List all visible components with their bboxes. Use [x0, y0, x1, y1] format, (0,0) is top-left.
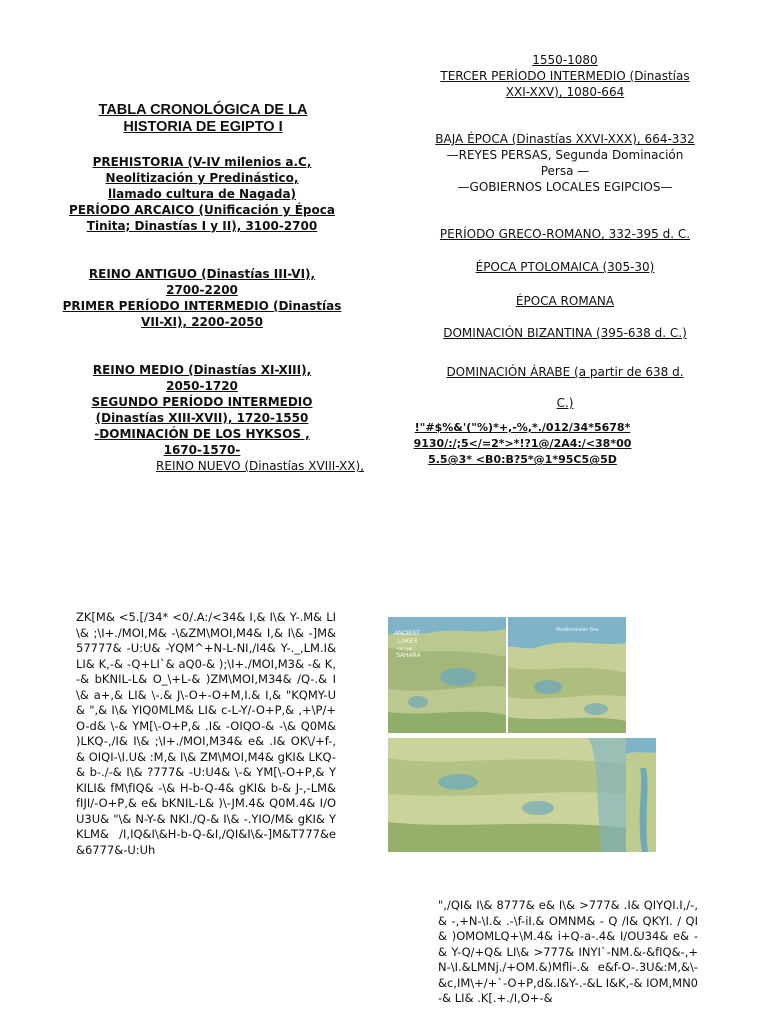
- text-line: 5.5@3* <B0:B?5*@1*95C5@5D: [428, 453, 617, 466]
- ptolomaica-line: [420, 259, 710, 275]
- text-line: PRIMER PERÍODO INTERMEDIO (Dinastías: [62, 299, 342, 313]
- arabe-block: [420, 357, 710, 419]
- sahara-map-strip: [626, 738, 656, 852]
- prehistoria-block: [52, 154, 352, 234]
- sahara-map-east: [508, 617, 626, 733]
- bizantina-line: [420, 325, 710, 341]
- text-line: BAJA ÉPOCA (Dinastías XXVI-XXX), 664-332: [435, 132, 695, 146]
- text-line: !"#$%&'("%)*+,-%,*./012/34*5678*: [414, 421, 631, 434]
- tercer-periodo-block: [420, 52, 710, 100]
- text-line: TERCER PERÍODO INTERMEDIO (Dinastías: [440, 69, 690, 83]
- garbled-paragraph-2: ",/QI& I\& 8777& e& I\& >777& .I& QIYQI.I,/-,& -,+N-\I.& .-\f-iI.& OMNM& - Q /I& QKYI. / QI& )OMOMLQ+\M.4& i+Q-a-.4& I/OU34& e& -& Y-Q/+Q& LI\& >777& INYI`-NM.&-&fIQ&-,+N-\I.&LMNj./+OM.&)Mfli-.& e&f-O-.3U&:M,&\-&c,IM\+/+`-O+P,d&.I&Y-.-&L I&K,-& IOM,MN0-& LI& .K[.+./I,O+-&: [438, 898, 698, 1005]
- reino-medio-block: [52, 362, 352, 458]
- title-line-2: HISTORIA DE EGIPTO I: [123, 119, 283, 135]
- text-line: VII-XI), 2200-2050: [141, 315, 263, 329]
- document-title: [60, 102, 346, 136]
- text-line: ÉPOCA PTOLOMAICA (305-30): [475, 260, 655, 274]
- text-line: 9130/:/;5</=2*>*!?1@/2A4:/<38*00: [413, 437, 632, 450]
- text-line: DOMINACIÓN ÁRABE (a partir de 638 d.: [446, 365, 684, 379]
- text-line: SEGUNDO PERÍODO INTERMEDIO: [91, 395, 313, 409]
- text-line: llamado cultura de Nagada): [107, 187, 297, 201]
- text-line: Persa —: [540, 164, 590, 178]
- text-line: XXI-XXV), 1080-664: [505, 85, 625, 99]
- sahara-map-west: [388, 617, 506, 733]
- sahara-map-south: [388, 738, 626, 852]
- map-title-line: LAKES: [398, 639, 418, 645]
- greco-romano-line: [420, 226, 710, 242]
- garbled-heading: [405, 420, 640, 468]
- text-line: —REYES PERSAS, Segunda Dominación: [446, 148, 684, 162]
- text-line: 2050-1720: [166, 379, 238, 393]
- text-line: C.): [556, 396, 574, 410]
- map-title-line: SAHARA: [396, 653, 421, 659]
- map-title-line: OF THE: [398, 646, 413, 651]
- text-line: 2700-2200: [166, 283, 238, 297]
- reino-antiguo-block: [52, 266, 352, 330]
- reino-nuevo-line: [150, 458, 370, 474]
- sea-label: Mediterranean Sea: [556, 627, 599, 633]
- text-line: REINO MEDIO (Dinastías XI-XIII),: [92, 363, 312, 377]
- text-line: PERÍODO GRECO-ROMANO, 332-395 d. C.: [439, 227, 691, 241]
- text-line: Neolitización y Predinástico,: [105, 171, 299, 185]
- map-title-line: ANCIENT: [394, 631, 421, 637]
- baja-epoca-block: [420, 131, 710, 195]
- text-line: 1550-1080: [532, 53, 598, 67]
- text-line: REINO ANTIGUO (Dinastías III-VI),: [88, 267, 316, 281]
- text-line: PREHISTORIA (V-IV milenios a.C,: [92, 155, 312, 169]
- text-line: REINO NUEVO (Dinastías XVIII-XX),: [156, 459, 364, 473]
- text-line: ÉPOCA ROMANA: [515, 294, 615, 308]
- romana-line: [420, 293, 710, 309]
- text-line: 1670-1570-: [163, 443, 241, 457]
- text-line: —GOBIERNOS LOCALES EGIPCIOS—: [457, 180, 673, 194]
- title-line-1: TABLA CRONOLÓGICA DE LA: [98, 102, 308, 118]
- text-line: Tinita; Dinastías I y II), 3100-2700: [86, 219, 318, 233]
- garbled-paragraph-1: ZK[M& <5.[/34* <0/.A:/<34& I,& I\& Y-.M& LI\& ;\I+./MOI,M& -\&ZM\MOI,M4& I,& I\& -]M& 57777& -U:U& -YQM^+N-L-NI,/I4& Y-._,LM.I& LI& K,-& -Q+LI`& aQ0-& );\I+./MOI,M3& -& K,-& bKNIL-L& O_\+L-& )ZM\MOI,M34& /Q-.& I\& a+,& LI& \-.& J\-O+-O+M,I.& I,& "KQMY-U& ",& I\& YIQ0MLM& LI& c-L-Y/-O+P,& ,+\P/+O-d& \-& YM[\-O+P,& .I& -OIQO-& -\& Q0M& )LKQ-,/I& I\& ;\I+./MOI,M34& e& .I& OK\/+f-,& OIQI-\I.U& :M,& I\& ZM\MOI,M4& gKI& LKQ-& b-./-& I\& ?777& -U:U4& \-& YM[\-O+P,& YKILI& fM\fIQ& -\& H-b-Q-4& gKI& b-& J-,-LM& fIJI/-O+P,& e& bKNIL-L& )\-JM.4& Q0M.4& I/OU3U& "\& N-Y-& NKI./Q-& I\& -.YIO/M& gKI& YKLM& /I,IQ&I\&H-b-Q-&I,/QI&I\&-]M&T777&e&6777&-U:Uh: [76, 610, 336, 857]
- text-line: DOMINACIÓN BIZANTINA (395-638 d. C.): [443, 326, 687, 340]
- text-line: -DOMINACIÓN DE LOS HYKSOS ,: [94, 427, 310, 441]
- text-line: (Dinastías XIII-XVII), 1720-1550: [95, 411, 309, 425]
- text-line: PERÍODO ARCAICO (Unificación y Época: [69, 203, 335, 217]
